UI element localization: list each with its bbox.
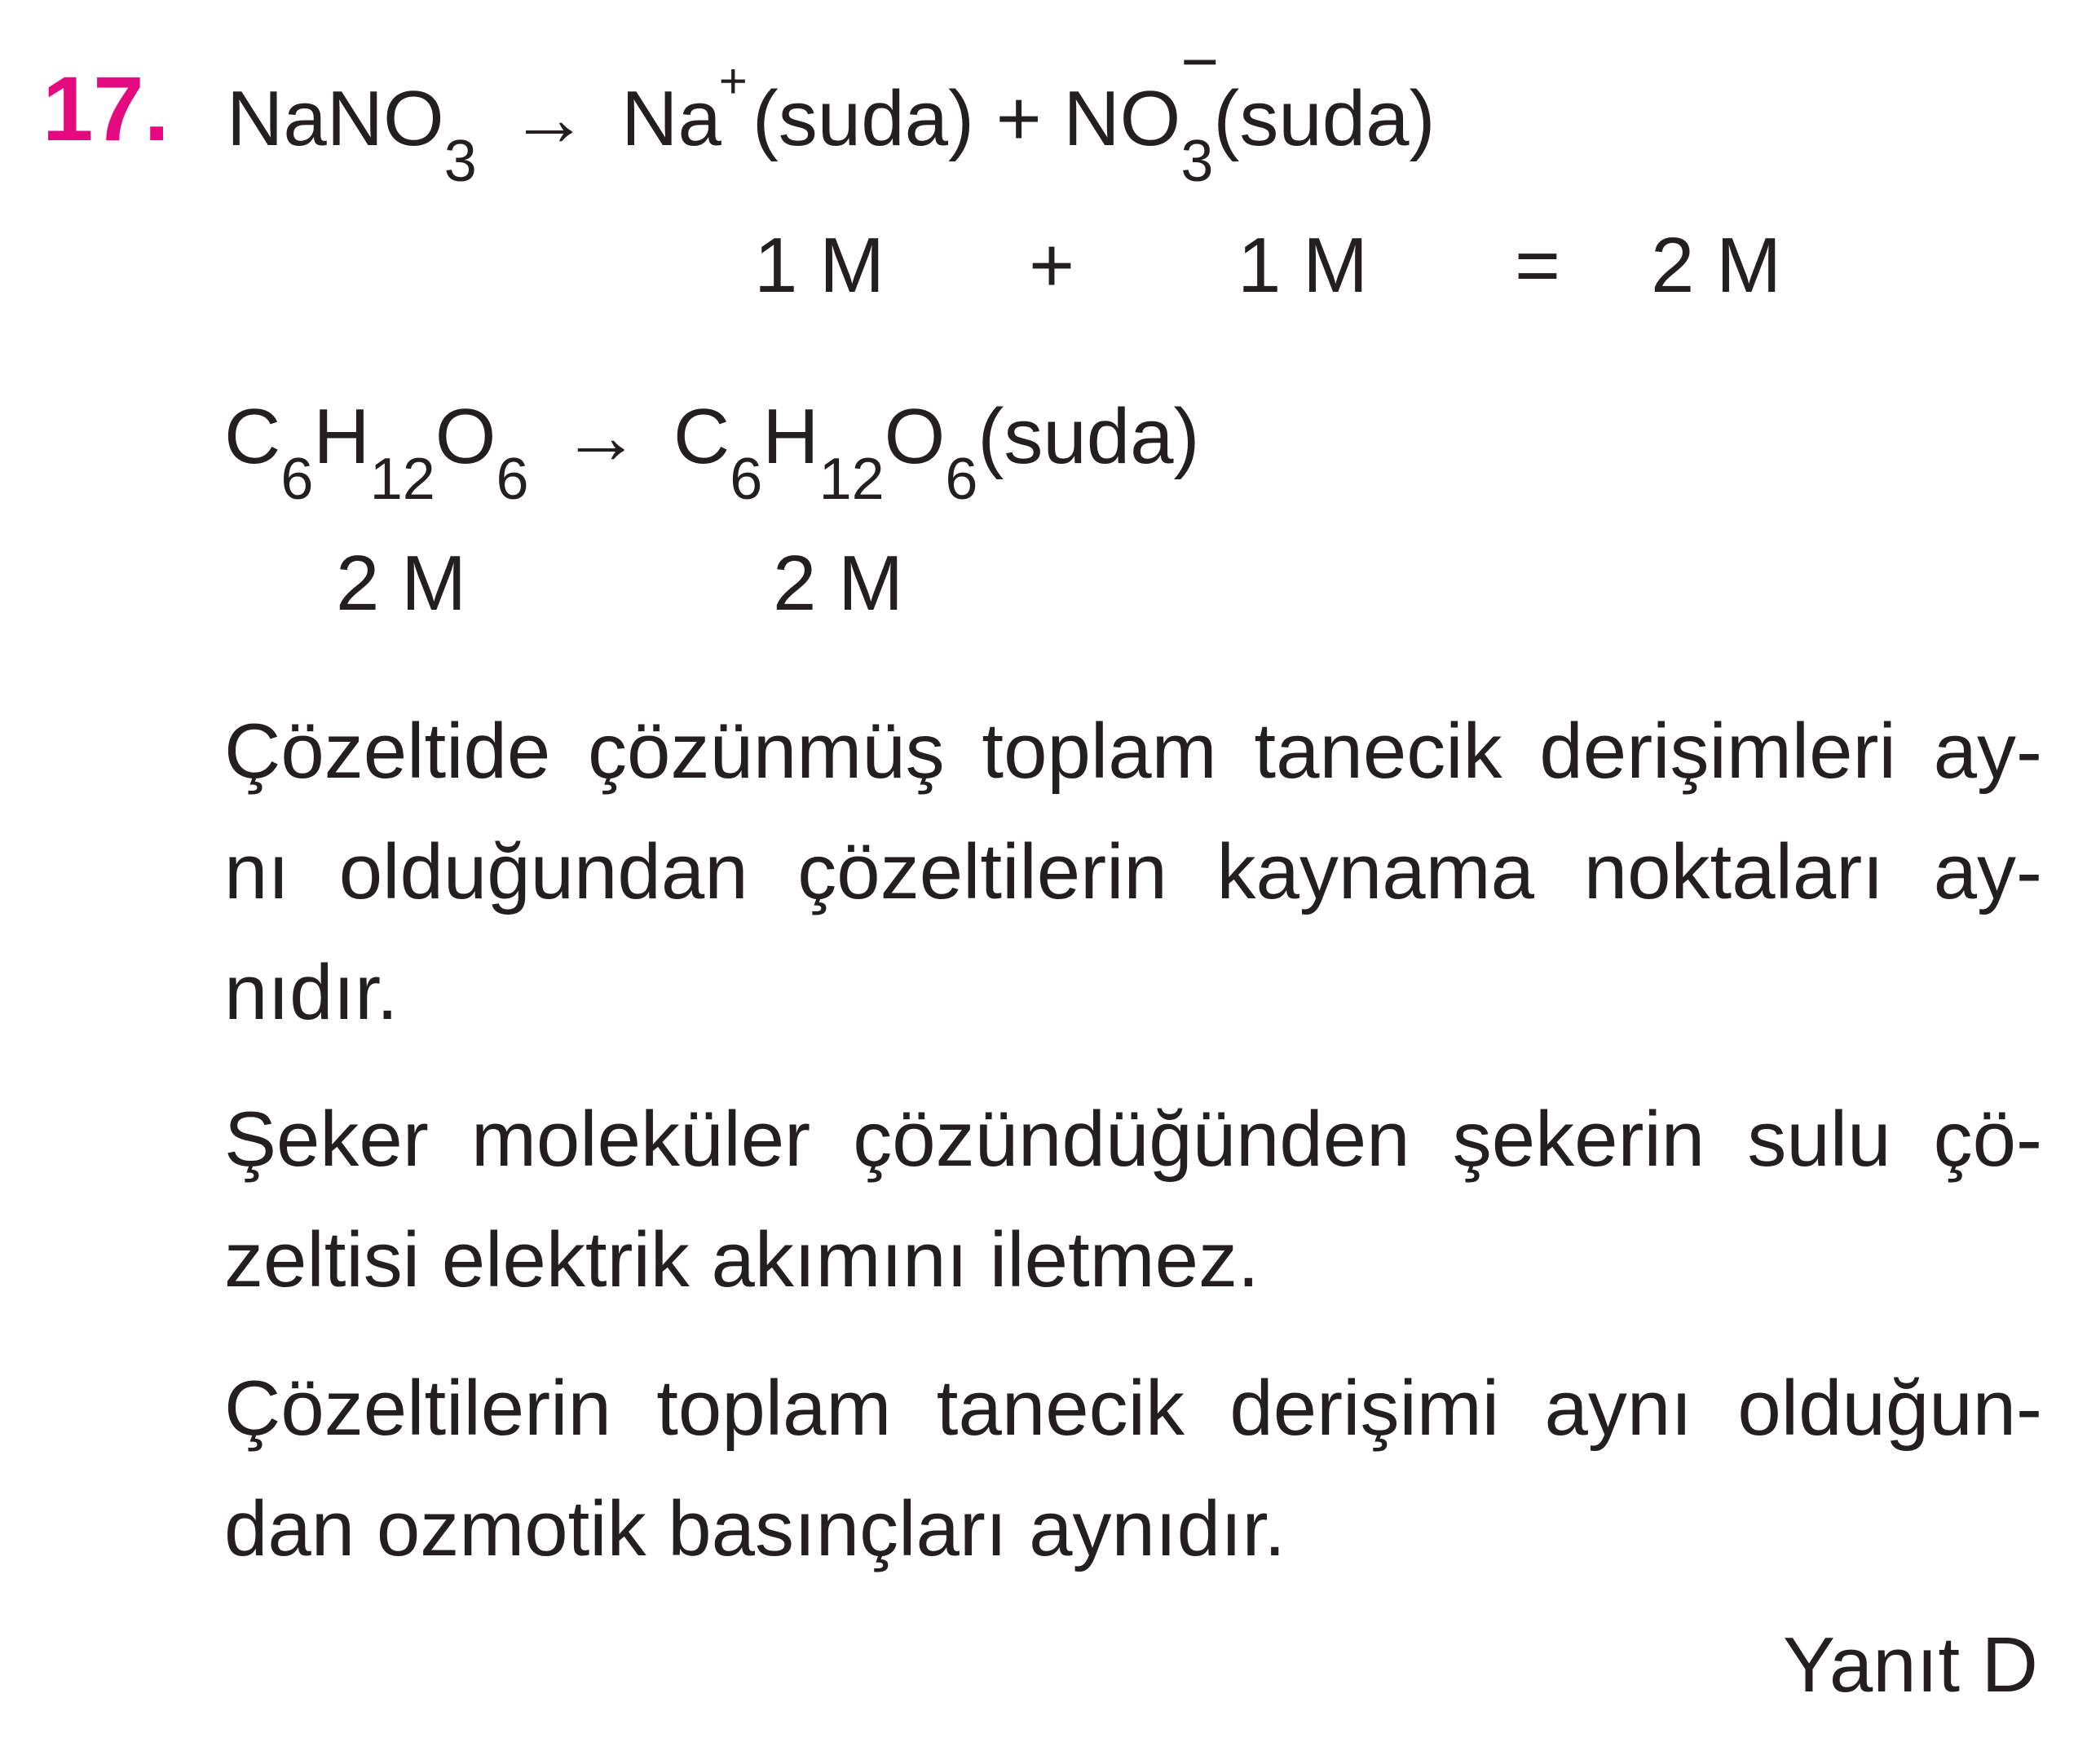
reaction-1 [227,25,1436,194]
na-concentration: 1 M [754,222,885,309]
reaction-2 [224,393,1200,512]
nitrate-ion [1063,25,1220,194]
sodium-symbol: Na [621,75,721,162]
explanation-osmotic-pressure: Çözeltilerin toplam tanecik derişimi aynı olduğun- dan ozmotik basınçları aynıdır. [224,1365,2042,1572]
reactant-subscript: 3 [443,129,477,194]
glucose-reactant-concentration: 2 M [336,540,467,627]
total-concentration: 2 M [1651,222,1782,309]
answer: Yanıt D [1782,1621,2038,1709]
plus-sign: + [1029,222,1075,309]
glucose-reactant: $C_6H_{12}O_6$ [224,393,529,512]
glucose-product: $C_6H_{12}O_6$ [673,393,978,512]
nitrate-state: (suda) [1213,75,1436,162]
no3-concentration: 1 M [1238,222,1369,309]
explanation-conductivity: Şeker moleküler çözündüğünden şekerin sulu çö- zeltisi elektrik akımını iletmez. [224,1096,2042,1303]
glucose-product-concentration: 2 M [773,540,904,627]
sodium-charge: + [718,54,748,108]
sodium-ion [621,54,748,162]
sodium-state: (suda) + [752,75,1042,162]
nitrate-subscript: 3 [1180,129,1214,194]
question-number: 17. [42,58,170,160]
equals-sign: = [1515,222,1561,309]
reaction-arrow-2: → [562,393,641,480]
reaction-arrow: → [510,75,589,162]
explanation-boiling-point: Çözeltide çözünmüş toplam tanecik derişimleri ay- nı olduğundan çözeltilerin kaynama noktaları ay- nıdır. [224,708,2042,1036]
nitrate-charge: − [1180,25,1220,98]
nitrate-symbol: NO [1063,75,1181,162]
reactant-formula: NaNO [227,75,444,162]
glucose-state: (suda) [977,393,1200,480]
